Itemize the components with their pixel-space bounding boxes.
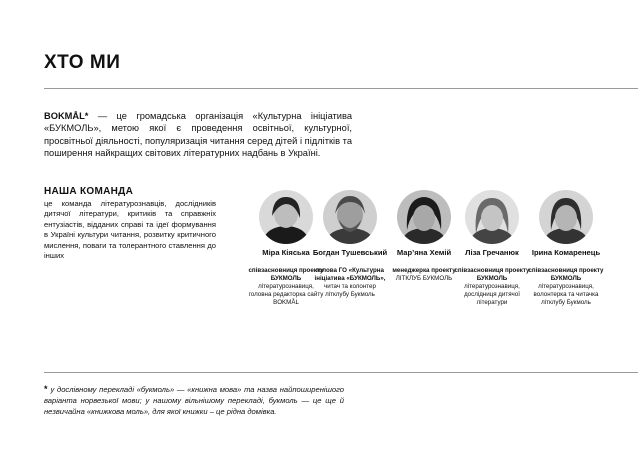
team-description: це команда літературознавців, дослідників дитячої літератури, критиків та справжніх ентузіастів, відданих справі та ідеї формування в Україні культури читання, розвитку критичного мислення, поваги та толерантного ставлення до інших — [44, 199, 216, 261]
team-member-card — [454, 190, 530, 307]
footnote-text: у дослівному перекладі «букмоль» — «книжна мова» та назва найпоширенішого варіанта норвезької мови; у нашому вільнішому перекладі, букмоль — це ще й незвичайна «книжкова моль», для якої книжки – це рідна домівка. — [44, 385, 344, 416]
member-role-detail: читач та колонтер літклубу Букмоль — [324, 283, 376, 299]
member-name: Ліза Гречанюк — [465, 248, 519, 257]
member-role — [454, 267, 530, 307]
team-member-card — [528, 190, 604, 307]
member-role — [528, 267, 604, 307]
team-heading: НАША КОМАНДА — [44, 186, 134, 197]
member-role-detail: ЛІТКЛУБ БУКМОЛЬ — [395, 275, 453, 283]
member-role — [386, 267, 462, 283]
footnote-star: * — [44, 384, 48, 394]
page-title: ХТО МИ — [44, 52, 121, 73]
member-photo — [397, 190, 451, 244]
member-role-title: співзасновниця проекту БУКМОЛЬ — [528, 267, 604, 283]
intro-text: — це громадська організація «Культурна ініціатива «БУКМОЛЬ», метою якої є проведення освітньої, культурної, просвітньої діяльності, популяризація читання серед дітей і підлітків та поширення найкращих світових літературних надбань в Україні. — [44, 111, 352, 159]
member-photo — [539, 190, 593, 244]
member-name: Мар’яна Хемій — [396, 248, 452, 257]
brand-name: BOKMÅL* — [44, 111, 89, 121]
member-name: Ірина Комаренець — [531, 248, 601, 257]
footnote — [44, 384, 344, 417]
member-role-detail: літературознавиця, головна редакторка сайту BOKMÅL — [248, 283, 324, 307]
member-photo — [465, 190, 519, 244]
bottom-divider — [44, 372, 638, 373]
member-role — [312, 267, 388, 299]
member-photo — [323, 190, 377, 244]
member-photo — [259, 190, 313, 244]
member-role-title: співзасновниця проекту БУКМОЛЬ — [248, 267, 324, 283]
member-role-title: співзасновниця проекту БУКМОЛЬ — [454, 267, 530, 283]
team-member-card — [312, 190, 388, 299]
intro-paragraph — [44, 110, 352, 160]
team-member-card — [386, 190, 462, 283]
top-divider — [44, 88, 638, 89]
member-role-title: менеджерка проекту — [392, 267, 456, 274]
member-role-detail: літературознавиця, волонтерка та читачка літклубу Букмоль — [533, 283, 599, 307]
member-name: Міра Кіяська — [262, 248, 310, 257]
member-role-detail: літературознавиця, дослідниця дитячої літератури — [464, 283, 520, 307]
member-role-title: голова ГО «Культурна ініціатива «БУКМОЛЬ», — [314, 267, 386, 283]
member-name: Богдан Тушевський — [312, 248, 388, 257]
